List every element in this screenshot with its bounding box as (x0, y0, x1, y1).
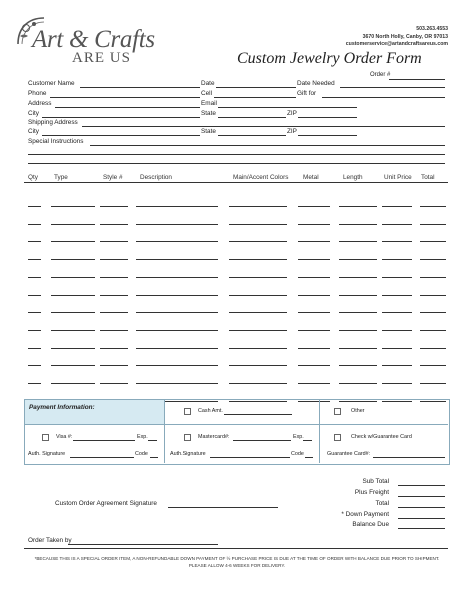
table-cell-line[interactable] (28, 295, 41, 296)
table-cell-line[interactable] (100, 206, 128, 207)
table-cell-line[interactable] (382, 312, 412, 313)
shipping-zip-label: ZIP (287, 128, 297, 135)
shipping-address-label: Shipping Address (28, 119, 78, 126)
table-cell-line[interactable] (136, 295, 218, 296)
payment-col-divider-2 (319, 399, 320, 463)
footer-rule (24, 548, 448, 549)
cash-line[interactable] (224, 414, 292, 415)
code-label-1: Code (135, 451, 148, 457)
mastercard-line[interactable] (233, 440, 291, 441)
table-cell-line[interactable] (382, 241, 412, 242)
visa-checkbox[interactable] (42, 434, 49, 441)
mastercard-exp-line[interactable] (303, 440, 312, 441)
table-cell-line[interactable] (229, 224, 287, 225)
table-cell-line[interactable] (229, 259, 287, 260)
order-taken-by-label: Order Taken by (28, 537, 72, 544)
state-label: State (201, 110, 216, 117)
table-cell-line[interactable] (298, 383, 330, 384)
shipping-city-line[interactable] (42, 135, 200, 136)
check-checkbox[interactable] (334, 434, 341, 441)
order-number-field (370, 72, 390, 78)
table-cell-line[interactable] (51, 206, 95, 207)
zip-line[interactable] (298, 117, 357, 118)
table-cell-line[interactable] (298, 348, 330, 349)
table-cell-line[interactable] (51, 348, 95, 349)
table-cell-line[interactable] (298, 241, 330, 242)
table-cell-line[interactable] (28, 348, 41, 349)
table-cell-line[interactable] (229, 383, 287, 384)
table-cell-line[interactable] (28, 206, 41, 207)
table-cell-line[interactable] (229, 312, 287, 313)
payment-title: Payment Information: (29, 404, 95, 411)
col-metal: Metal (303, 174, 319, 181)
col-description: Description (140, 174, 172, 181)
table-cell-line[interactable] (298, 259, 330, 260)
table-cell-line[interactable] (382, 330, 412, 331)
footnote-line-1: *BECAUSE THIS IS A SPECIAL ORDER ITEM, A NON-REFUNDABLE DOWN PAYMENT OF ½ PURCHASE PRICE IS DUE AT THE TIME OF ORDER WITH BALANCE DUE PRIOR TO SHIPMENT. (34, 556, 440, 561)
subtotal-label: Sub Total (362, 478, 389, 485)
table-cell-line[interactable] (339, 206, 377, 207)
order-number-label: Order # (370, 72, 391, 78)
table-cell-line[interactable] (420, 330, 446, 331)
guarantee-card-label: Guarantee Card#: (327, 451, 371, 457)
col-colors: Main/Accent Colors (233, 174, 289, 181)
table-cell-line[interactable] (298, 277, 330, 278)
company-contact (346, 26, 448, 49)
gift-for-line[interactable] (322, 97, 445, 98)
table-cell-line[interactable] (229, 295, 287, 296)
mastercard-label: Mastercard#: (198, 434, 230, 440)
table-cell-line[interactable] (382, 383, 412, 384)
shipping-address-line[interactable] (82, 126, 445, 127)
table-cell-line[interactable] (382, 295, 412, 296)
auth-signature-line-2[interactable] (210, 457, 290, 458)
table-cell-line[interactable] (136, 241, 218, 242)
table-cell-line[interactable] (136, 330, 218, 331)
payment-divider (24, 424, 448, 425)
table-cell-line[interactable] (339, 330, 377, 331)
table-cell-line[interactable] (420, 224, 446, 225)
table-cell-line[interactable] (51, 312, 95, 313)
special-instructions-line-1[interactable] (90, 145, 445, 146)
table-cell-line[interactable] (136, 206, 218, 207)
table-cell-line[interactable] (339, 259, 377, 260)
table-cell-line[interactable] (229, 365, 287, 366)
table-cell-line[interactable] (382, 259, 412, 260)
table-cell-line[interactable] (339, 312, 377, 313)
shipping-zip-line[interactable] (298, 135, 357, 136)
col-style: Style # (103, 174, 123, 181)
table-cell-line[interactable] (100, 224, 128, 225)
table-cell-line[interactable] (420, 383, 446, 384)
table-cell-line[interactable] (382, 277, 412, 278)
table-cell-line[interactable] (51, 295, 95, 296)
table-cell-line[interactable] (136, 259, 218, 260)
table-cell-line[interactable] (339, 383, 377, 384)
table-cell-line[interactable] (28, 365, 41, 366)
code-line-2[interactable] (305, 457, 313, 458)
table-cell-line[interactable] (382, 365, 412, 366)
table-cell-line[interactable] (51, 383, 95, 384)
other-checkbox[interactable] (334, 408, 341, 415)
table-cell-line[interactable] (382, 206, 412, 207)
col-unit-price: Unit Price (384, 174, 412, 181)
table-cell-line[interactable] (28, 224, 41, 225)
auth-signature-label-2: Auth.Signature (170, 451, 206, 457)
table-cell-line[interactable] (28, 312, 41, 313)
cell-line[interactable] (214, 97, 296, 98)
table-cell-line[interactable] (28, 330, 41, 331)
special-instructions-label: Special Instructions (28, 138, 84, 145)
balance-due-line[interactable] (398, 528, 445, 529)
table-cell-line[interactable] (339, 365, 377, 366)
table-cell-line[interactable] (136, 383, 218, 384)
table-cell-line[interactable] (100, 312, 128, 313)
table-cell-line[interactable] (382, 224, 412, 225)
col-length: Length (343, 174, 363, 181)
table-cell-line[interactable] (28, 259, 41, 260)
agreement-signature-label: Custom Order Agreement Signature (55, 500, 157, 507)
table-cell-line[interactable] (298, 224, 330, 225)
check-label: Check w/Guarantee Card (351, 434, 412, 440)
company-email: customerservice@artandcraftsareus.com (345, 41, 448, 48)
shipping-state-label: State (201, 128, 216, 135)
table-cell-line[interactable] (100, 241, 128, 242)
customer-name-label: Customer Name (28, 80, 75, 87)
freight-line[interactable] (398, 496, 445, 497)
table-cell-line[interactable] (136, 312, 218, 313)
code-label-2: Code (291, 451, 304, 457)
mastercard-checkbox[interactable] (184, 434, 191, 441)
zip-label: ZIP (287, 110, 297, 117)
table-cell-line[interactable] (420, 259, 446, 260)
freight-label: Plus Freight (354, 489, 389, 496)
cash-label: Cash Amt. (198, 408, 223, 414)
table-cell-line[interactable] (229, 241, 287, 242)
table-cell-line[interactable] (298, 330, 330, 331)
phone-label: Phone (28, 90, 47, 97)
special-instructions-line-2[interactable] (28, 154, 445, 155)
table-cell-line[interactable] (420, 348, 446, 349)
other-label: Other (351, 408, 365, 414)
table-cell-line[interactable] (136, 277, 218, 278)
email-label: Email (201, 100, 217, 107)
table-cell-line[interactable] (51, 259, 95, 260)
table-cell-line[interactable] (420, 295, 446, 296)
total-line[interactable] (398, 507, 445, 508)
table-cell-line[interactable] (100, 259, 128, 260)
order-taken-by-line[interactable] (68, 544, 218, 545)
table-cell-line[interactable] (382, 348, 412, 349)
col-qty: Qty (28, 174, 38, 181)
balance-due-label: Balance Due (352, 521, 389, 528)
table-cell-line[interactable] (298, 365, 330, 366)
table-cell-line[interactable] (100, 365, 128, 366)
table-cell-line[interactable] (51, 330, 95, 331)
company-address: 3670 North Holly, Canby, OR 97013 (362, 33, 448, 40)
form-title: Custom Jewelry Order Form (237, 50, 422, 67)
date-line[interactable] (216, 87, 296, 88)
visa-exp-line[interactable] (148, 440, 157, 441)
table-cell-line[interactable] (28, 241, 41, 242)
company-logo-text: Art & Crafts (32, 26, 155, 53)
table-cell-line[interactable] (100, 295, 128, 296)
table-cell-line[interactable] (51, 277, 95, 278)
table-cell-line[interactable] (136, 348, 218, 349)
table-cell-line[interactable] (229, 330, 287, 331)
state-line[interactable] (218, 117, 286, 118)
payment-col-divider-1 (164, 399, 165, 463)
visa-exp-label: Exp. (137, 434, 148, 440)
table-cell-line[interactable] (298, 206, 330, 207)
table-cell-line[interactable] (100, 383, 128, 384)
table-cell-line[interactable] (420, 206, 446, 207)
cash-checkbox[interactable] (184, 408, 191, 415)
table-cell-line[interactable] (420, 277, 446, 278)
date-label: Date (201, 80, 215, 87)
footnote (0, 556, 474, 569)
auth-signature-label-1: Auth. Signature (28, 451, 66, 457)
table-cell-line[interactable] (339, 295, 377, 296)
col-type: Type (54, 174, 68, 181)
shipping-city-label: City (28, 128, 40, 135)
table-cell-line[interactable] (28, 277, 41, 278)
table-cell-line[interactable] (229, 277, 287, 278)
table-cell-line[interactable] (51, 241, 95, 242)
phone-line[interactable] (50, 97, 200, 98)
gift-for-label: Gift for (297, 90, 317, 97)
auth-signature-line-1[interactable] (70, 457, 134, 458)
table-cell-line[interactable] (339, 277, 377, 278)
city-label: City (28, 110, 40, 117)
table-cell-line[interactable] (51, 224, 95, 225)
subtotal-line[interactable] (398, 485, 445, 486)
code-line-1[interactable] (150, 457, 158, 458)
agreement-signature-line[interactable] (168, 507, 278, 508)
table-cell-line[interactable] (136, 224, 218, 225)
table-cell-line[interactable] (339, 348, 377, 349)
email-line[interactable] (218, 107, 357, 108)
table-cell-line[interactable] (339, 224, 377, 225)
table-cell-line[interactable] (136, 365, 218, 366)
address-label: Address (28, 100, 52, 107)
special-instructions-line-3[interactable] (28, 163, 445, 164)
table-cell-line[interactable] (420, 365, 446, 366)
footnote-line-2: PLEASE ALLOW 4-6 WEEKS FOR DELIVERY. (188, 562, 286, 568)
customer-name-line[interactable] (80, 87, 200, 88)
table-header-rule (24, 182, 448, 183)
table-cell-line[interactable] (420, 241, 446, 242)
table-cell-line[interactable] (298, 312, 330, 313)
table-cell-line[interactable] (420, 312, 446, 313)
down-payment-label: * Down Payment (341, 511, 389, 518)
company-logo-subtext: ARE US (72, 50, 131, 66)
table-cell-line[interactable] (51, 365, 95, 366)
table-cell-line[interactable] (339, 241, 377, 242)
table-cell-line[interactable] (229, 206, 287, 207)
city-line[interactable] (42, 117, 200, 118)
date-needed-label: Date Needed (297, 80, 335, 87)
shipping-state-line[interactable] (218, 135, 286, 136)
total-label: Total (375, 500, 389, 507)
table-cell-line[interactable] (100, 348, 128, 349)
down-payment-line[interactable] (398, 518, 445, 519)
order-number-line[interactable] (389, 79, 445, 80)
table-cell-line[interactable] (229, 348, 287, 349)
visa-label: Visa #: (56, 434, 73, 440)
cell-label: Cell (201, 90, 213, 97)
table-cell-line[interactable] (298, 295, 330, 296)
company-phone: 503.263.4553 (416, 26, 448, 32)
table-cell-line[interactable] (100, 330, 128, 331)
mastercard-exp-label: Exp. (293, 434, 304, 440)
col-total: Total (421, 174, 435, 181)
guarantee-card-line[interactable] (373, 457, 445, 458)
visa-line[interactable] (73, 440, 135, 441)
address-line[interactable] (55, 107, 200, 108)
table-cell-line[interactable] (28, 383, 41, 384)
date-needed-line[interactable] (340, 87, 445, 88)
table-cell-line[interactable] (100, 277, 128, 278)
